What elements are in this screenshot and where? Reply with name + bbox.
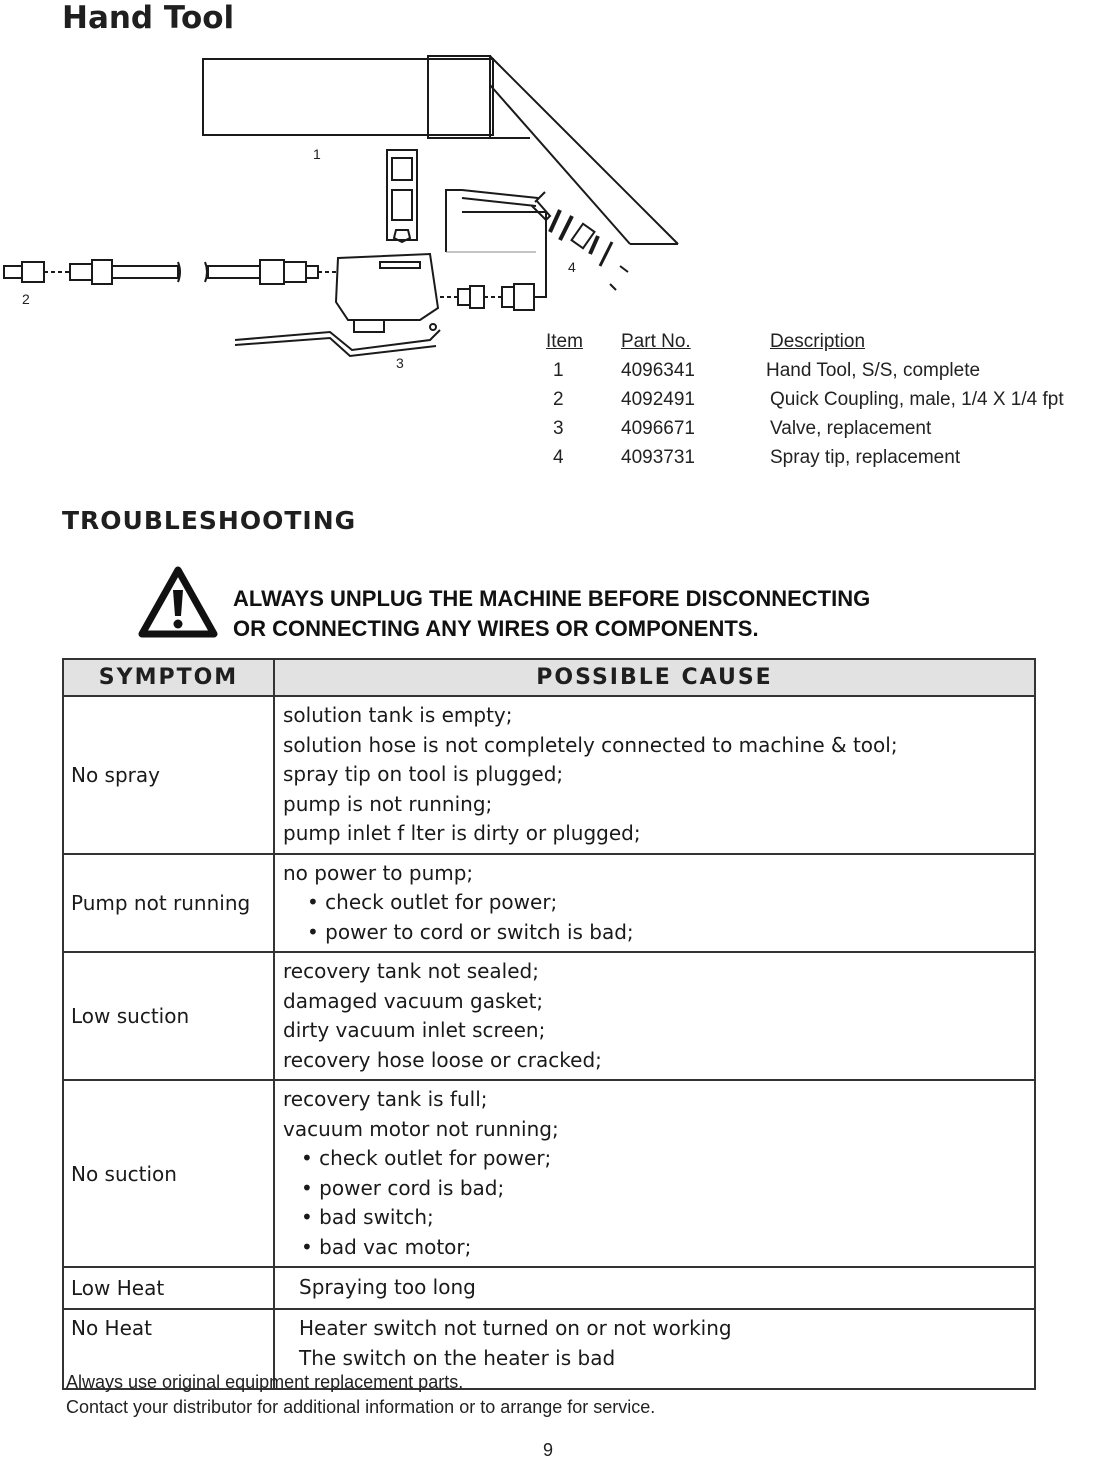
cause-line: spray tip on tool is plugged; <box>283 762 564 786</box>
table-header-row <box>63 659 1035 696</box>
table-row <box>63 1080 1035 1267</box>
symptom-cell: Pump not running <box>63 854 274 953</box>
part-number: 4092491 <box>621 389 695 410</box>
part-description: Hand Tool, S/S, complete <box>766 360 981 381</box>
part-number: 4093731 <box>621 447 695 468</box>
callout-4: 4 <box>568 259 576 275</box>
symptom-cell: No spray <box>63 696 274 854</box>
cause-cell <box>274 1080 1035 1267</box>
footer-line-1: Always use original equipment replacement parts. <box>66 1372 464 1392</box>
cause-line: • bad switch; <box>301 1205 434 1229</box>
part-number: 4096671 <box>621 418 695 439</box>
cause-cell <box>274 1267 1035 1309</box>
callout-1: 1 <box>313 146 321 162</box>
valve-body <box>235 254 440 356</box>
column-header-symptom: SYMPTOM <box>63 659 274 696</box>
troubleshooting-table <box>62 658 1036 1390</box>
table-row <box>63 1267 1035 1309</box>
symptom-cell: Low Heat <box>63 1267 274 1309</box>
symptom-cell: Low suction <box>63 952 274 1080</box>
part-item: 4 <box>553 447 564 468</box>
cause-line: dirty vacuum inlet screen; <box>283 1018 546 1042</box>
part-description: Valve, replacement <box>770 418 932 439</box>
elbow-fittings <box>440 190 546 310</box>
cause-line: • power cord is bad; <box>301 1175 505 1200</box>
cause-line: recovery hose loose or cracked; <box>283 1047 602 1072</box>
cause-cell <box>274 696 1035 854</box>
cause-cell <box>274 854 1035 953</box>
page-title: Hand Tool <box>62 0 235 36</box>
part-description: Spray tip, replacement <box>770 447 961 468</box>
warning-message <box>233 584 870 644</box>
part-description: Quick Coupling, male, 1/4 X 1/4 fpt <box>770 389 1064 410</box>
callout-2: 2 <box>22 291 30 307</box>
part-item: 1 <box>553 360 564 381</box>
valve-handle <box>387 150 417 242</box>
table-row <box>63 952 1035 1080</box>
cause-line: • power to cord or switch is bad; <box>307 919 634 944</box>
header-description: Description <box>770 331 866 352</box>
symptom-cell: No suction <box>63 1080 274 1267</box>
quick-coupling-hose <box>4 260 338 284</box>
cause-line: The switch on the heater is bad <box>299 1345 616 1370</box>
warning-triangle-icon <box>138 566 218 638</box>
part-number: 4096341 <box>621 360 695 381</box>
cause-line: recovery tank is full; <box>283 1087 488 1111</box>
warning-line-2: OR CONNECTING ANY WIRES OR COMPONENTS. <box>233 616 759 641</box>
cause-line: • check outlet for power; <box>307 890 558 914</box>
cause-line: damaged vacuum gasket; <box>283 988 544 1013</box>
column-header-cause: POSSIBLE CAUSE <box>274 659 1035 696</box>
table-row <box>63 696 1035 854</box>
cause-line: • bad vac motor; <box>301 1234 472 1259</box>
cause-line: recovery tank not sealed; <box>283 959 539 983</box>
cause-line: • check outlet for power; <box>301 1146 552 1170</box>
header-part-no: Part No. <box>621 331 691 352</box>
footer-notes <box>66 1370 655 1420</box>
cause-line: Heater switch not turned on or not working <box>299 1316 732 1340</box>
cause-line: solution tank is empty; <box>283 703 513 727</box>
table-row <box>63 854 1035 953</box>
page-number: 9 <box>542 1440 553 1460</box>
hand-tool-wand <box>203 56 678 244</box>
symptom-cell: No Heat <box>63 1309 274 1389</box>
header-item: Item <box>546 331 583 352</box>
cause-cell <box>274 952 1035 1080</box>
cause-line: vacuum motor not running; <box>283 1116 559 1141</box>
footer-line-2: Contact your distributor for additional information or to arrange for service. <box>66 1397 656 1417</box>
warning-line-1: ALWAYS UNPLUG THE MACHINE BEFORE DISCONNECTING <box>233 586 871 611</box>
callout-3: 3 <box>396 355 404 371</box>
cause-line: no power to pump; <box>283 860 474 885</box>
cause-line: pump is not running; <box>283 791 493 816</box>
troubleshooting-heading: TROUBLESHOOTING <box>62 506 357 535</box>
part-item: 2 <box>553 389 564 410</box>
cause-line: Spraying too long <box>299 1275 476 1300</box>
cause-line: solution hose is not completely connected to machine & tool; <box>283 732 898 757</box>
part-item: 3 <box>553 418 564 439</box>
cause-line: pump inlet f lter is dirty or plugged; <box>283 821 641 845</box>
